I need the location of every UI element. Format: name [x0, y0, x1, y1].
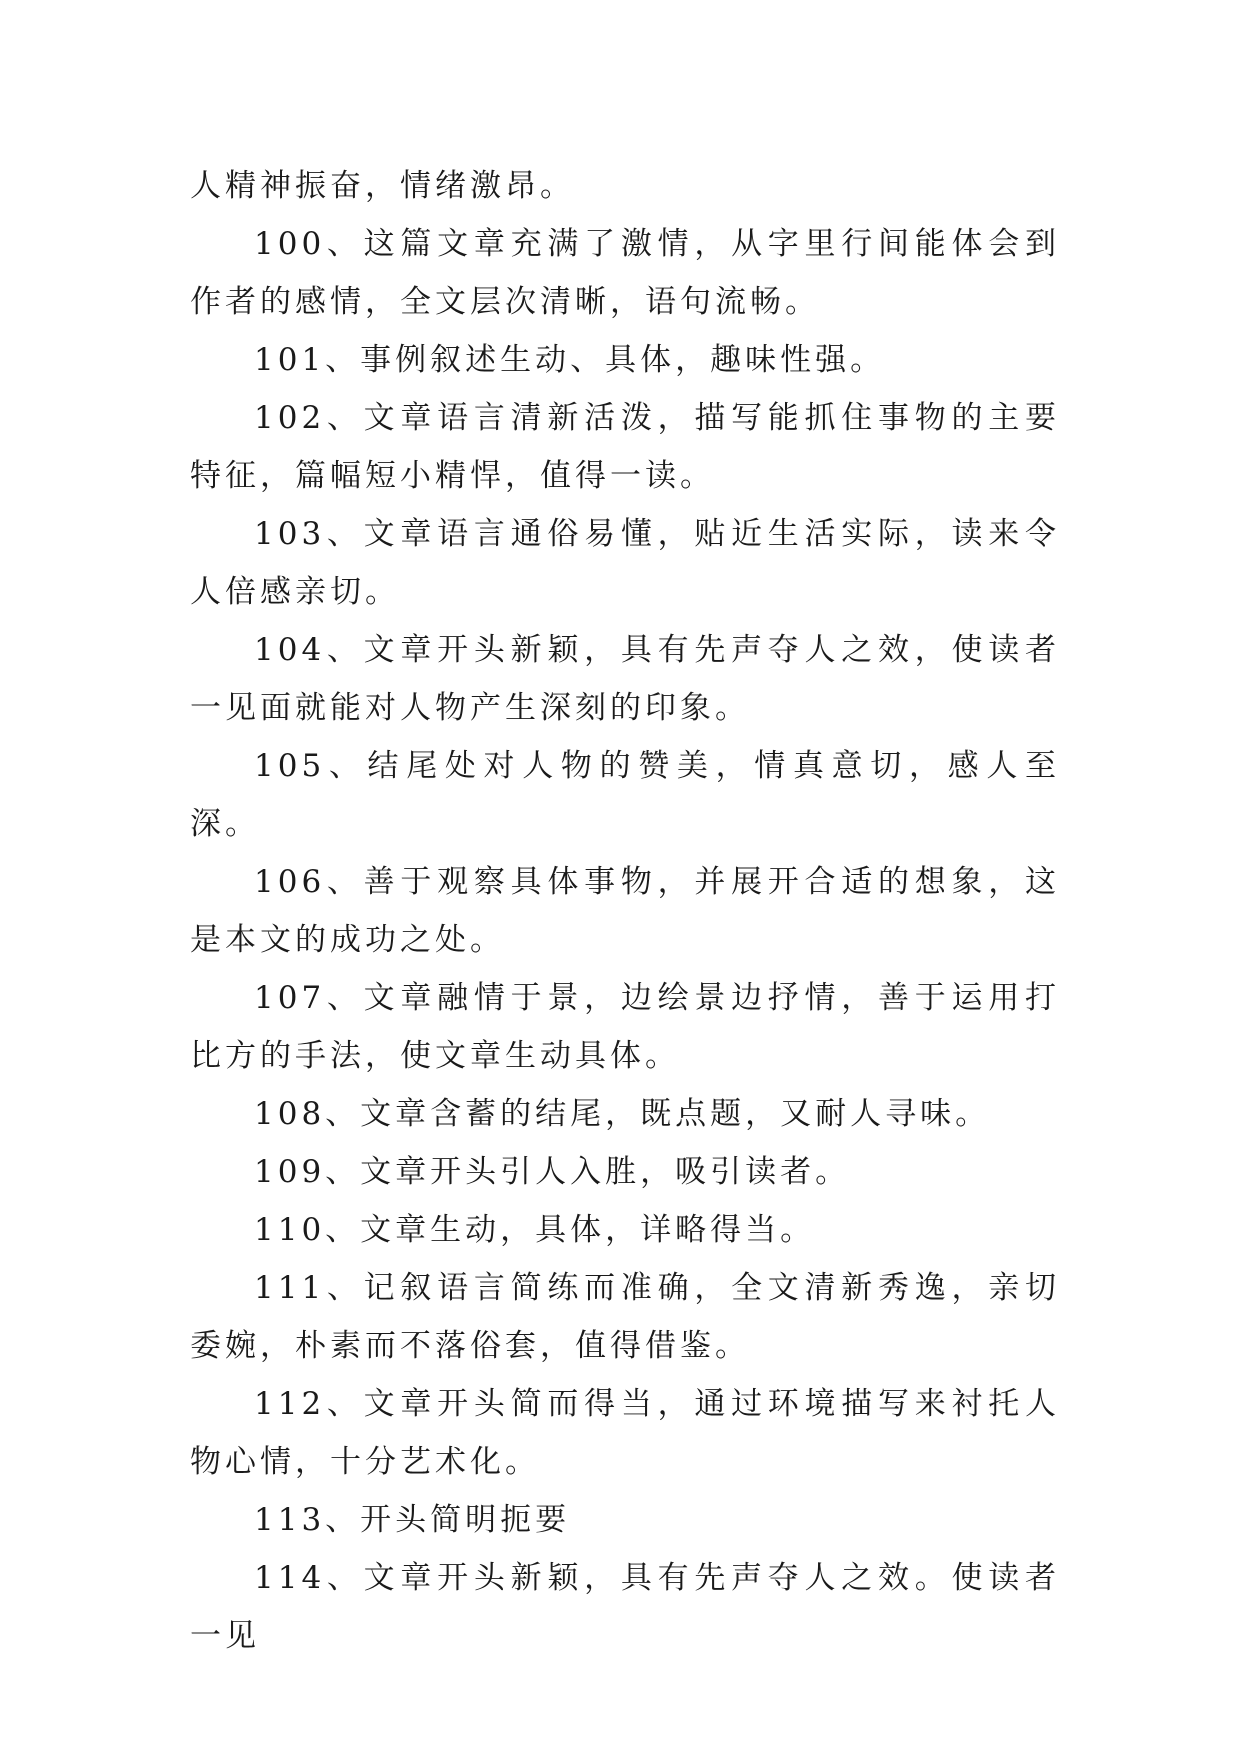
paragraph-107: 107、文章融情于景，边绘景边抒情，善于运用打比方的手法，使文章生动具体。 — [190, 980, 1060, 1074]
paragraph-110: 110、文章生动，具体，详略得当。 — [254, 1212, 816, 1248]
paragraph-105: 105、结尾处对人物的赞美，情真意切，感人至深。 — [190, 748, 1060, 842]
paragraph-109: 109、文章开头引人入胜，吸引读者。 — [254, 1154, 851, 1190]
paragraph-106: 106、善于观察具体事物，并展开合适的想象，这是本文的成功之处。 — [190, 864, 1060, 958]
paragraph-101: 101、事例叙述生动、具体，趣味性强。 — [254, 342, 886, 378]
paragraph-103: 103、文章语言通俗易懂，贴近生活实际，读来令人倍感亲切。 — [190, 516, 1060, 610]
paragraph-continued: 人精神振奋，情绪激昂。 — [190, 168, 575, 204]
paragraph-112: 112、文章开头简而得当，通过环境描写来衬托人物心情，十分艺术化。 — [190, 1386, 1060, 1480]
document-body — [190, 157, 1060, 1665]
paragraph-114: 114、文章开头新颖，具有先声夺人之效。使读者一见 — [190, 1560, 1060, 1654]
paragraph-104: 104、文章开头新颖，具有先声夺人之效，使读者一见面就能对人物产生深刻的印象。 — [190, 632, 1060, 726]
paragraph-100: 100、这篇文章充满了激情，从字里行间能体会到作者的感情，全文层次清晰，语句流畅。 — [190, 226, 1060, 320]
paragraph-108: 108、文章含蓄的结尾，既点题，又耐人寻味。 — [254, 1096, 991, 1132]
paragraph-113: 113、开头简明扼要 — [254, 1502, 571, 1538]
paragraph-111: 111、记叙语言简练而准确，全文清新秀逸，亲切委婉，朴素而不落俗套，值得借鉴。 — [190, 1270, 1060, 1364]
paragraph-102: 102、文章语言清新活泼，描写能抓住事物的主要特征，篇幅短小精悍，值得一读。 — [190, 400, 1060, 494]
